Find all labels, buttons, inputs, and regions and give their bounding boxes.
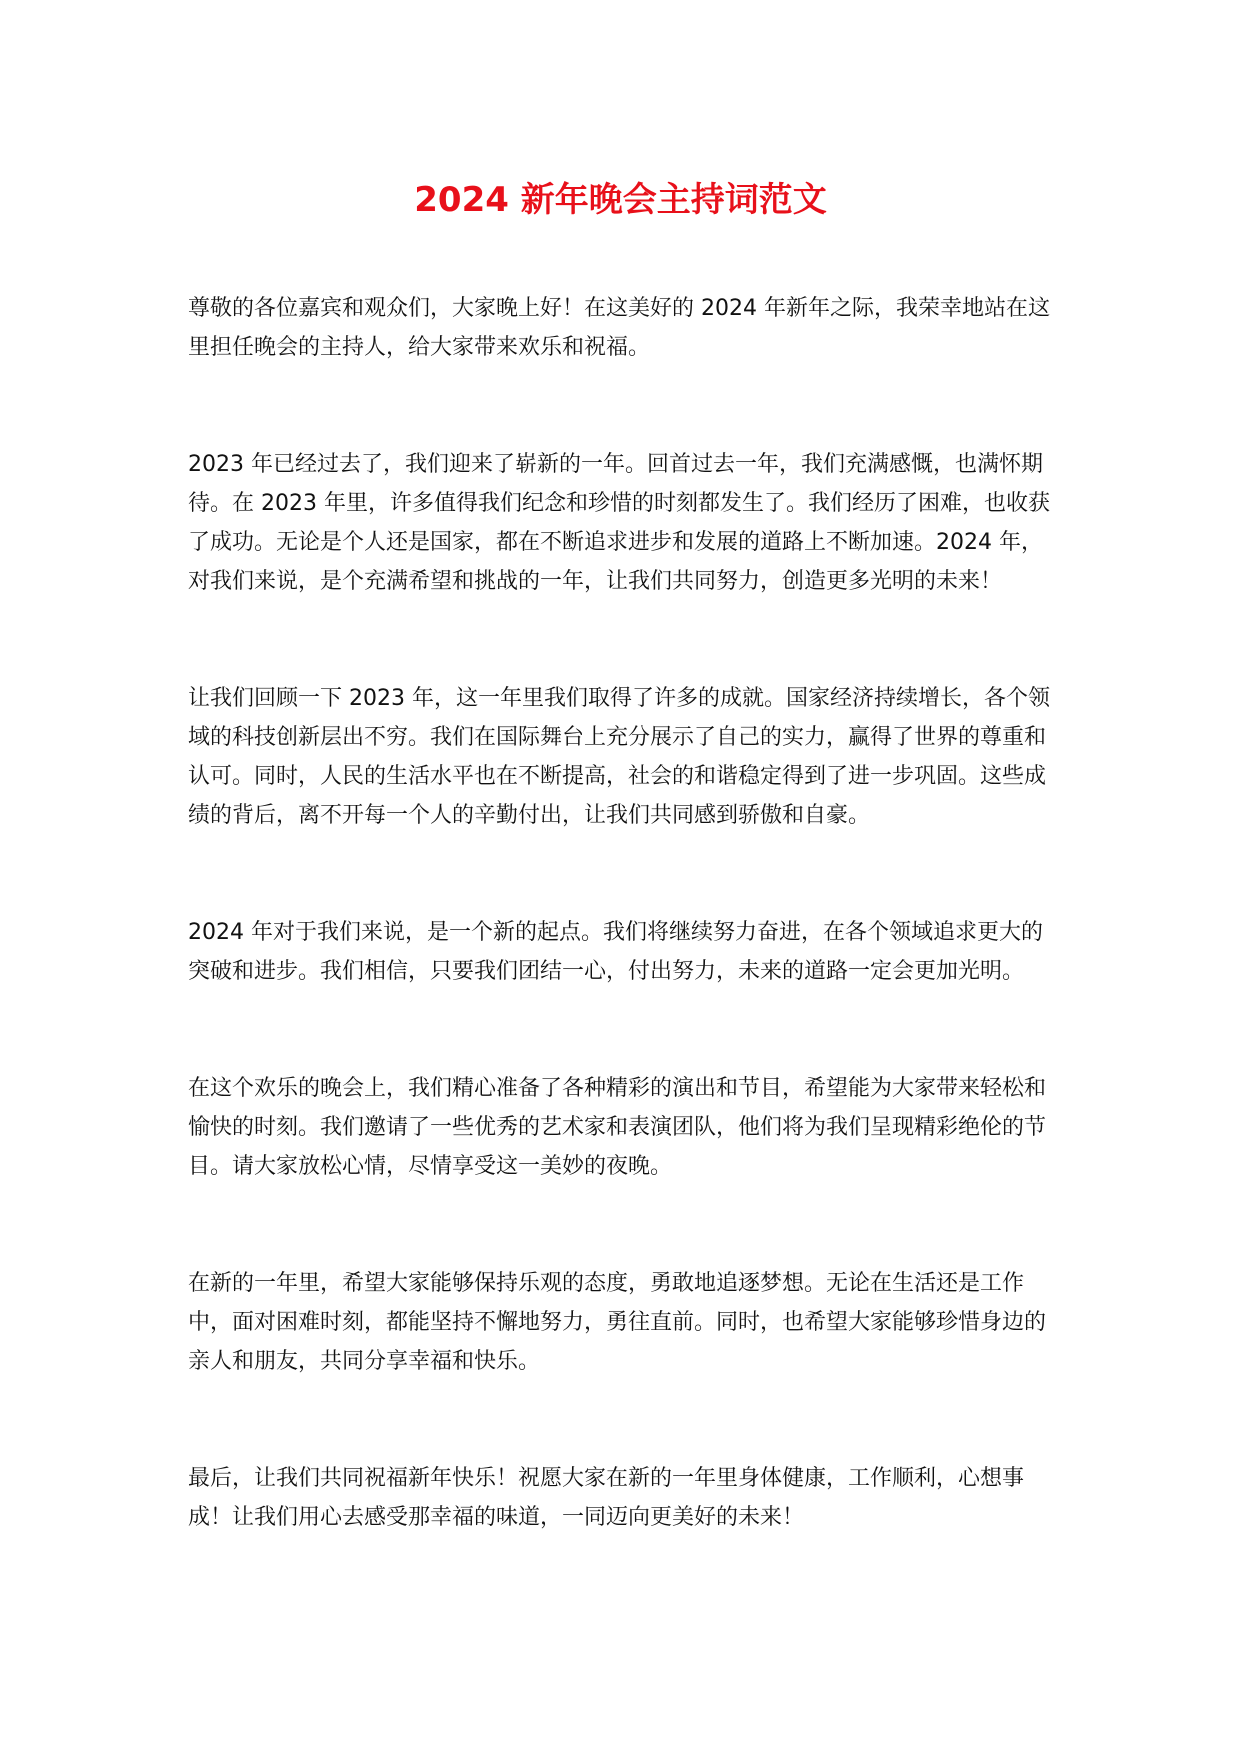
- paragraph-review-2023: 2023 年已经过去了，我们迎来了崭新的一年。回首过去一年，我们充满感慨，也满怀期待。在 2023 年里，许多值得我们纪念和珍惜的时刻都发生了。我们经历了困难，也收获了成功。无论是个人还是国家，都在不断追求进步和发展的道路上不断加速。2024 年，对我们来说，是个充满希望和挑战的一年，让我们共同努力，创造更多光明的未来！: [188, 452, 1050, 594]
- paragraph-performances: 在这个欢乐的晚会上，我们精心准备了各种精彩的演出和节目，希望能为大家带来轻松和愉快的时刻。我们邀请了一些优秀的艺术家和表演团队，他们将为我们呈现精彩绝伦的节目。请大家放松心情，尽情享受这一美妙的夜晚。: [188, 1076, 1047, 1179]
- paragraph-wishes: 在新的一年里，希望大家能够保持乐观的态度，勇敢地追逐梦想。无论在生活还是工作中，面对困难时刻，都能坚持不懈地努力，勇往直前。同时，也希望大家能够珍惜身边的亲人和朋友，共同分享幸福和快乐。: [188, 1271, 1047, 1374]
- document-title: 2024 新年晚会主持词范文: [414, 180, 827, 220]
- paragraph-closing: 最后，让我们共同祝福新年快乐！祝愿大家在新的一年里身体健康，工作顺利，心想事成！让我们用心去感受那幸福的味道，一同迈向更美好的未来！: [188, 1466, 1025, 1530]
- paragraph-greeting: 尊敬的各位嘉宾和观众们，大家晚上好！在这美好的 2024 年新年之际，我荣幸地站在这里担任晚会的主持人，给大家带来欢乐和祝福。: [188, 296, 1050, 360]
- paragraph-achievements: 让我们回顾一下 2023 年，这一年里我们取得了许多的成就。国家经济持续增长，各个领域的科技创新层出不穷。我们在国际舞台上充分展示了自己的实力，赢得了世界的尊重和认可。同时，人民的生活水平也在不断提高，社会的和谐稳定得到了进一步巩固。这些成绩的背后，离不开每一个人的辛勤付出，让我们共同感到骄傲和自豪。: [188, 686, 1050, 828]
- paragraph-new-start: 2024 年对于我们来说，是一个新的起点。我们将继续努力奋进，在各个领域追求更大的突破和进步。我们相信，只要我们团结一心，付出努力，未来的道路一定会更加光明。: [188, 920, 1043, 984]
- document-body: [188, 289, 1053, 1615]
